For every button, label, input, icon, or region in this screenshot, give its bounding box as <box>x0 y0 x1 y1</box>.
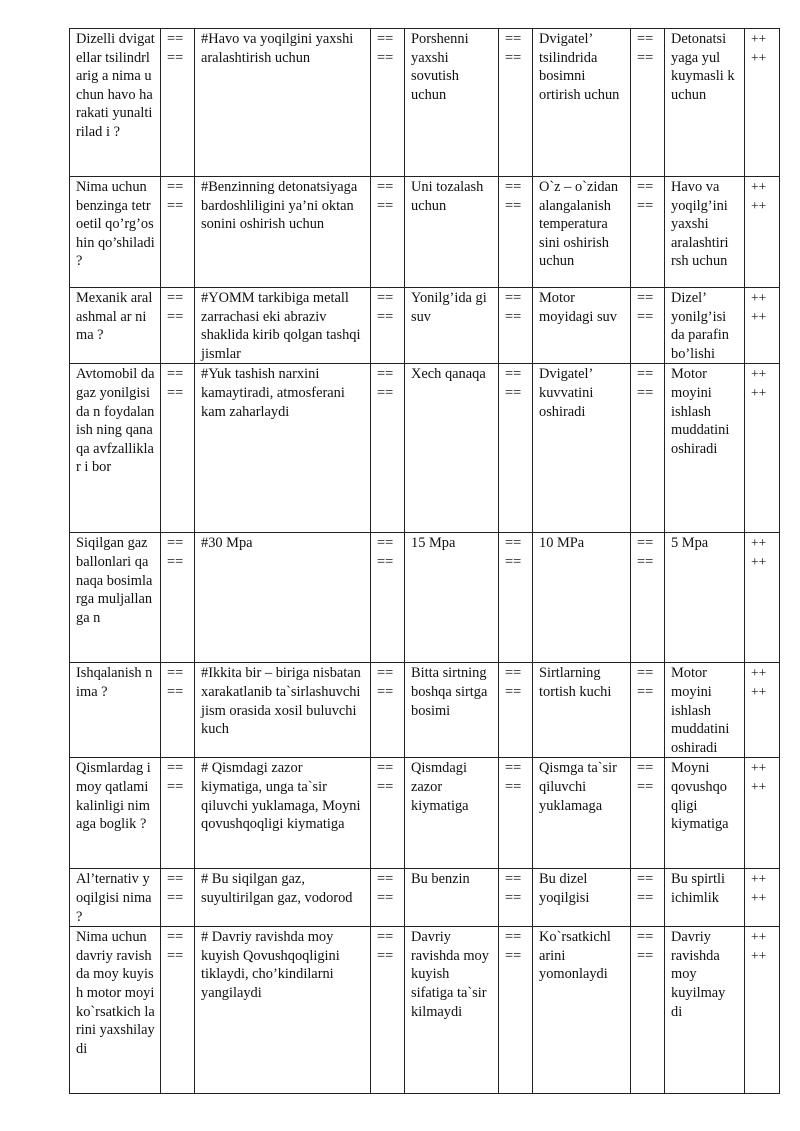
option-cell: Xech qanaqa <box>405 364 499 533</box>
table-row <box>70 869 780 927</box>
table-row <box>70 758 780 869</box>
option-cell: O`z – o`zidan alangalanish temperatura sini oshirish uchun <box>533 177 631 288</box>
quiz-table <box>69 28 780 1094</box>
question-cell: Mexanik aralashmal ar nima ? <box>70 288 161 364</box>
end-marker-cell: ++ ++ <box>745 177 780 288</box>
option-cell: 5 Mpa <box>665 533 745 663</box>
end-marker-cell: ++ ++ <box>745 288 780 364</box>
separator-cell: == == <box>371 927 405 1094</box>
separator-cell: == == <box>499 177 533 288</box>
separator-cell: == == <box>499 927 533 1094</box>
question-cell: Siqilgan gaz ballonlari qanaqa bosimlarga muljallanga n <box>70 533 161 663</box>
separator-cell: == == <box>371 364 405 533</box>
separator-cell: == == <box>631 29 665 177</box>
end-marker-cell: ++ ++ <box>745 533 780 663</box>
table-row <box>70 663 780 758</box>
separator-cell: == == <box>371 869 405 927</box>
option-cell: Ko`rsatkichl arini yomonlaydi <box>533 927 631 1094</box>
option-cell: Dizel’ yonilg’isi da parafin bo’lishi <box>665 288 745 364</box>
separator-cell: == == <box>631 288 665 364</box>
end-marker-cell: ++ ++ <box>745 758 780 869</box>
separator-cell: == == <box>161 288 195 364</box>
separator-cell: == == <box>499 663 533 758</box>
correct-answer-cell: # Qismdagi zazor kiymatiga, unga ta`sir qiluvchi yuklamaga, Moyni qovushqoqligi kiymatiga <box>195 758 371 869</box>
option-cell: Motor moyidagi suv <box>533 288 631 364</box>
separator-cell: == == <box>631 177 665 288</box>
separator-cell: == == <box>161 177 195 288</box>
separator-cell: == == <box>161 663 195 758</box>
option-cell: Qismdagi zazor kiymatiga <box>405 758 499 869</box>
question-cell: Qismlardag i moy qatlami kalinligi nimaga boglik ? <box>70 758 161 869</box>
option-cell: Moyni qovushqo qligi kiymatiga <box>665 758 745 869</box>
separator-cell: == == <box>161 927 195 1094</box>
correct-answer-cell: #Yuk tashish narxini kamaytiradi, atmosferani kam zaharlaydi <box>195 364 371 533</box>
option-cell: Bu dizel yoqilgisi <box>533 869 631 927</box>
separator-cell: == == <box>161 29 195 177</box>
separator-cell: == == <box>499 533 533 663</box>
separator-cell: == == <box>631 533 665 663</box>
separator-cell: == == <box>631 364 665 533</box>
end-marker-cell: ++ ++ <box>745 927 780 1094</box>
separator-cell: == == <box>499 288 533 364</box>
separator-cell: == == <box>499 869 533 927</box>
separator-cell: == == <box>161 758 195 869</box>
separator-cell: == == <box>371 663 405 758</box>
option-cell: Sirtlarning tortish kuchi <box>533 663 631 758</box>
option-cell: Detonatsi yaga yul kuymasli k uchun <box>665 29 745 177</box>
end-marker-cell: ++ ++ <box>745 663 780 758</box>
question-cell: Nima uchun benzinga tetroetil qo’rg’oshin qo’shiladi ? <box>70 177 161 288</box>
separator-cell: == == <box>631 927 665 1094</box>
correct-answer-cell: # Bu siqilgan gaz, suyultirilgan gaz, vodorod <box>195 869 371 927</box>
separator-cell: == == <box>631 758 665 869</box>
option-cell: Dvigatel’ kuvvatini oshiradi <box>533 364 631 533</box>
table-row <box>70 533 780 663</box>
option-cell: Porshenni yaxshi sovutish uchun <box>405 29 499 177</box>
option-cell: Yonilg’ida gi suv <box>405 288 499 364</box>
question-cell: Dizelli dvigatellar tsilindrlarig a nima uchun havo harakati yunaltirilad i ? <box>70 29 161 177</box>
end-marker-cell: ++ ++ <box>745 29 780 177</box>
option-cell: Qismga ta`sir qiluvchi yuklamaga <box>533 758 631 869</box>
option-cell: Bu benzin <box>405 869 499 927</box>
question-cell: Ishqalanish nima ? <box>70 663 161 758</box>
separator-cell: == == <box>631 869 665 927</box>
correct-answer-cell: #Benzinning detonatsiyaga bardoshliligini ya’ni oktan sonini oshirish uchun <box>195 177 371 288</box>
end-marker-cell: ++ ++ <box>745 869 780 927</box>
separator-cell: == == <box>499 29 533 177</box>
table-row <box>70 288 780 364</box>
separator-cell: == == <box>631 663 665 758</box>
table-row <box>70 927 780 1094</box>
question-cell: Al’ternativ yoqilgisi nima ? <box>70 869 161 927</box>
option-cell: 15 Mpa <box>405 533 499 663</box>
separator-cell: == == <box>161 869 195 927</box>
separator-cell: == == <box>371 758 405 869</box>
separator-cell: == == <box>499 364 533 533</box>
option-cell: Davriy ravishda moy kuyish sifatiga ta`sir kilmaydi <box>405 927 499 1094</box>
separator-cell: == == <box>161 533 195 663</box>
separator-cell: == == <box>371 29 405 177</box>
question-cell: Avtomobil da gaz yonilgisida n foydalanish ning qanaqa avfzalliklar i bor <box>70 364 161 533</box>
option-cell: Motor moyini ishlash muddatini oshiradi <box>665 364 745 533</box>
separator-cell: == == <box>371 533 405 663</box>
option-cell: Uni tozalash uchun <box>405 177 499 288</box>
option-cell: Dvigatel’ tsilindrida bosimni ortirish uchun <box>533 29 631 177</box>
correct-answer-cell: #YOMM tarkibiga metall zarrachasi eki abraziv shaklida kirib qolgan tashqi jismlar <box>195 288 371 364</box>
correct-answer-cell: # Davriy ravishda moy kuyish Qovushqoqligini tiklaydi, cho’kindilarni yangilaydi <box>195 927 371 1094</box>
table-row <box>70 29 780 177</box>
table-row <box>70 177 780 288</box>
correct-answer-cell: #Ikkita bir – biriga nisbatan xarakatlanib ta`sirlashuvchi jism orasida xosil buluvchi kuch <box>195 663 371 758</box>
option-cell: Motor moyini ishlash muddatini oshiradi <box>665 663 745 758</box>
option-cell: 10 MPa <box>533 533 631 663</box>
separator-cell: == == <box>499 758 533 869</box>
table-row <box>70 364 780 533</box>
option-cell: Bu spirtli ichimlik <box>665 869 745 927</box>
separator-cell: == == <box>371 177 405 288</box>
option-cell: Havo va yoqilg’ini yaxshi aralashtiri rsh uchun <box>665 177 745 288</box>
separator-cell: == == <box>371 288 405 364</box>
correct-answer-cell: #30 Mpa <box>195 533 371 663</box>
correct-answer-cell: #Havo va yoqilgini yaxshi aralashtirish uchun <box>195 29 371 177</box>
option-cell: Bitta sirtning boshqa sirtga bosimi <box>405 663 499 758</box>
question-cell: Nima uchun davriy ravishda moy kuyish motor moyi ko`rsatkich larini yaxshilaydi <box>70 927 161 1094</box>
option-cell: Davriy ravishda moy kuyilmay di <box>665 927 745 1094</box>
end-marker-cell: ++ ++ <box>745 364 780 533</box>
separator-cell: == == <box>161 364 195 533</box>
